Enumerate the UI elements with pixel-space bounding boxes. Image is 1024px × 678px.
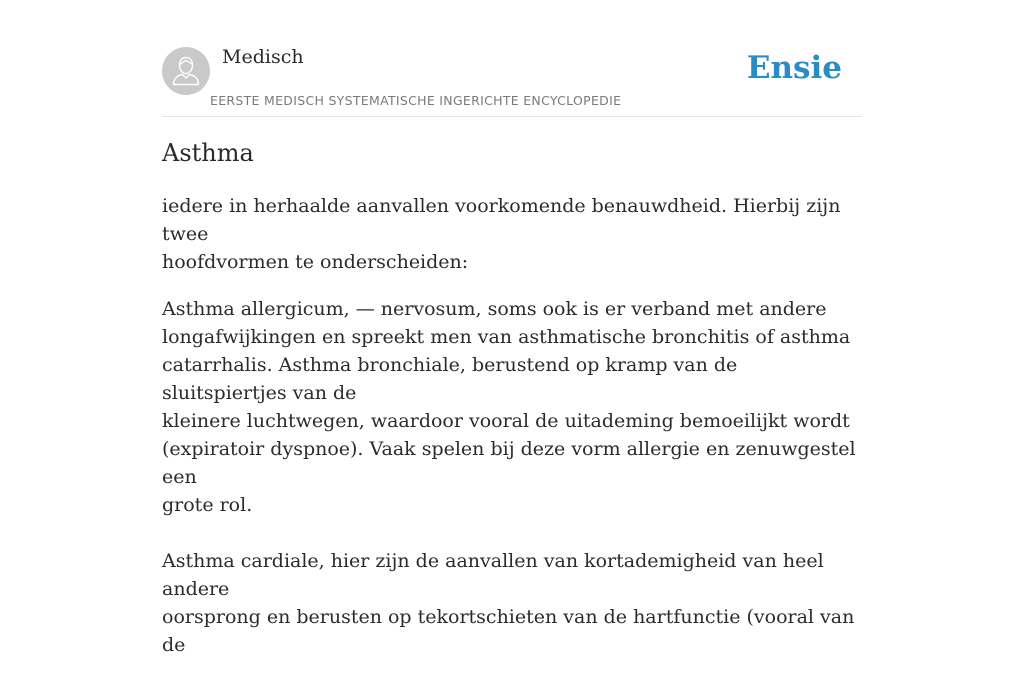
page-title: Asthma [162,139,254,167]
author-name[interactable]: Medisch [222,46,304,68]
avatar[interactable] [162,47,210,95]
article-paragraph: iedere in herhaalde aanvallen voorkomende benauwdheid. Hierbij zijn twee hoofdvormen te onderscheiden: [162,195,841,273]
user-icon [162,47,210,95]
article-body [162,192,862,678]
brand-logo[interactable]: Ensie [746,50,842,86]
subtitle: EERSTE MEDISCH SYSTEMATISCHE INGERICHTE ENCYCLOPEDIE [210,93,622,108]
header [162,0,862,117]
article-paragraph: Asthma allergicum, — nervosum, soms ook is er verband met andere longafwijkingen en spreekt men van asthmatische bronchitis of asthma catarrhalis. Asthma bronchiale, berustend op kramp van de sluitspiertjes van de kleinere luchtwegen, waardoor vooral de uitademing bemoeilijkt wordt (expiratoir dyspnoe). Vaak spelen bij deze vorm allergie en zenuwgestel een grote rol. Asthma cardiale, hier zijn de aanvallen van kortademigheid van heel andere oorsprong en berusten op tekortschieten van de hartfunctie (vooral van de [162,298,856,656]
